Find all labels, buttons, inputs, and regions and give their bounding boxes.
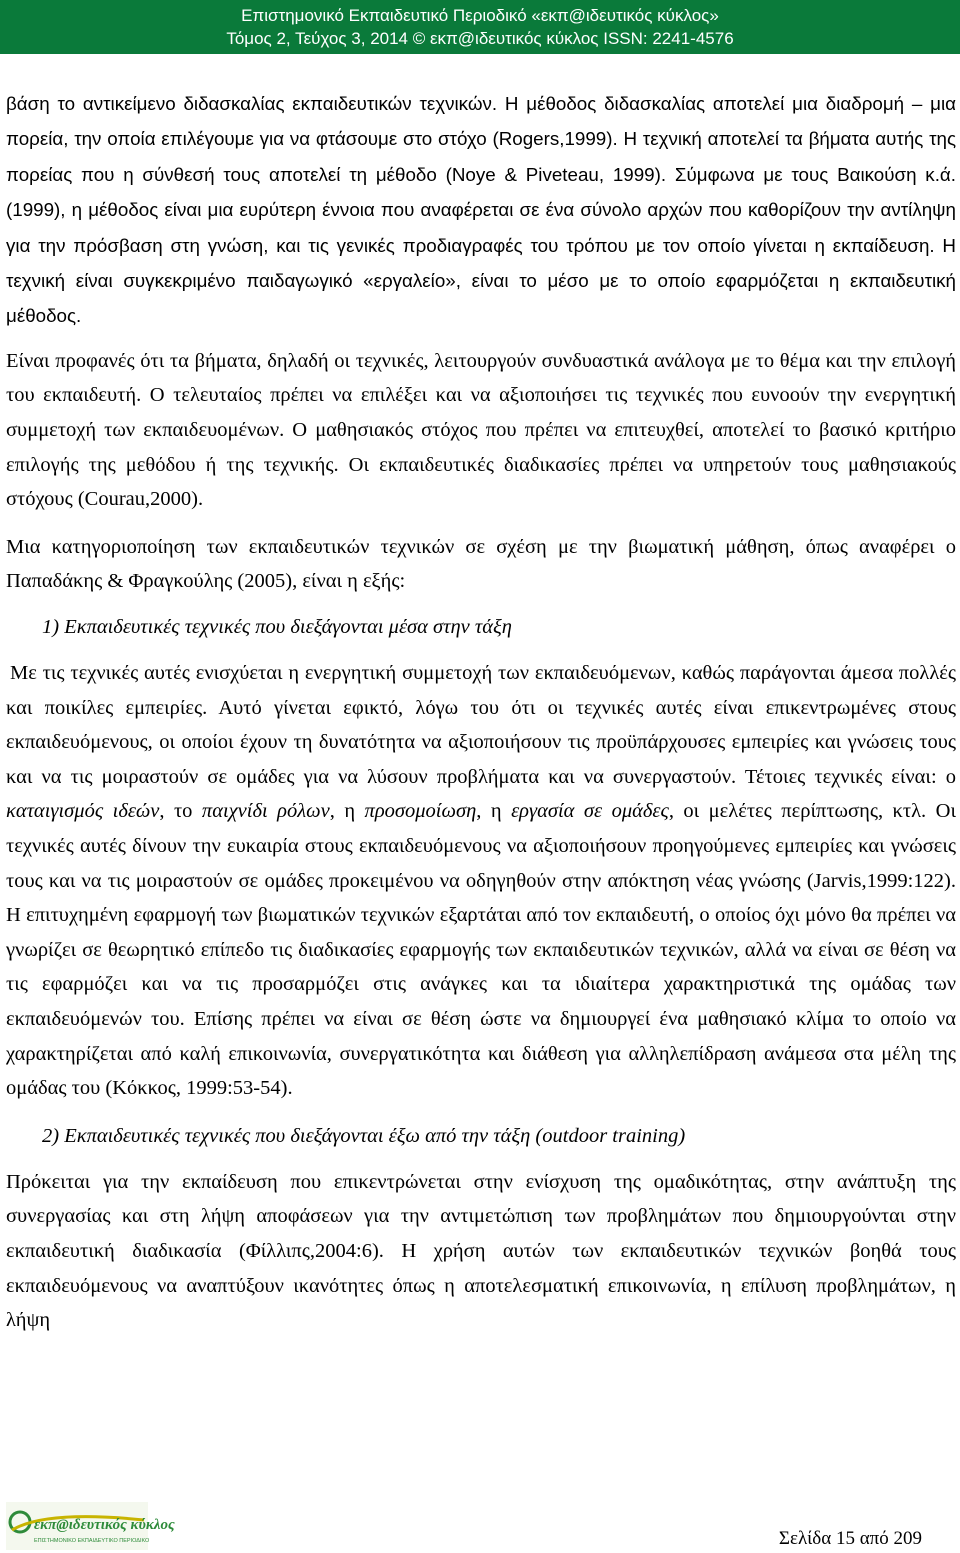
- journal-issue-info: Τόμος 2, Τεύχος 3, 2014 © εκπ@ιδευτικός κύκλος ISSN: 2241-4576: [226, 29, 734, 48]
- paragraph-4-text-4: , η: [476, 800, 512, 823]
- paragraph-4-text-5: , οι μελέτες περίπτωσης, κτλ. Οι τεχνικές αυτές δίνουν την ευκαιρία στους εκπαιδευόμενους να αξιοποιήσουν προηγούμενες εμπειρίες και γνώσεις τους και να τις μοιραστούν σε ομάδες προκειμένου να οδηγηθούν στην απόκτηση νέας γνώσης (Jarvis,1999:122). Η επιτυχημένη εφαρμογή των βιωματικών τεχνικών εξαρτάται από τον εκπαιδευτή, ο οποίος όχι μόνο θα πρέπει να γνωρίζει σε θεωρητικό επίπεδο τις διαδικασίες εφαρμογής των εκπαιδευτικών τεχνικών, αλλά να είναι σε θέση να τις εφαρμόζει και να τις προσαρμόζει στις ανάγκες και τα ιδιαίτερα χαρακτηριστικά της ομάδας των εκπαιδευόμενών του. Επίσης πρέπει να είναι σε θέση ώστε να δημιουργεί ένα μαθησιακό κλίμα το οποίο να χαρακτηρίζεται από καλή επικοινωνία, συνεργατικότητα και διάθεση για αλληλεπίδραση ανάμεσα στα μέλη της ομάδας του (Κόκκος, 1999:53-54).: [6, 800, 956, 1100]
- emphasis-brainstorming: καταιγισμός ιδεών: [6, 800, 160, 823]
- journal-logo: [6, 1502, 175, 1550]
- page-content: [6, 86, 956, 1338]
- paragraph-1: βάση το αντικείμενο διδασκαλίας εκπαιδευτικών τεχνικών. Η μέθοδος διδασκαλίας αποτελεί μια διαδρομή – μια πορεία, την οποία επιλέγουμε για να φτάσουμε στο στόχο (Rogers,1999). Η τεχνική αποτελεί τα βήματα αυτής της πορείας που η σύνθεσή τους αποτελεί τη μέθοδο (Noye & Piveteau, 1999). Σύμφωνα με τους Βαικούση κ.ά. (1999), η μέθοδος είναι μια ευρύτερη έννοια που αναφέρεται σε ένα σύνολο αρχών που καθορίζουν την αντίληψη για την πρόσβαση στη γνώση, και τις γενικές προδιαγραφές του τρόπου με τον οποίο γίνεται η εκπαίδευση. Η τεχνική είναι συγκεκριμένο παιδαγωγικό «εργαλείο», είναι το μέσο με το οποίο εφαρμόζεται η εκπαιδευτική μέθοδος.: [6, 93, 956, 327]
- section-heading-2: 2) Εκπαιδευτικές τεχνικές που διεξάγονται έξω από την τάξη (outdoor training): [42, 1124, 686, 1147]
- emphasis-group-work: εργασία σε ομάδες: [511, 800, 669, 823]
- section-heading-1: 1) Εκπαιδευτικές τεχνικές που διεξάγονται μέσα στην τάξη: [42, 616, 512, 638]
- paragraph-2: Είναι προφανές ότι τα βήματα, δηλαδή οι τεχνικές, λειτουργούν συνδυαστικά ανάλογα με το θέμα και την επιλογή του εκπαιδευτή. Ο τελευταίος πρέπει να επιλέξει και να αξιοποιήσει τις τεχνικές που ευνοούν την ενεργητική συμμετοχή των εκπαιδευομένων. Ο μαθησιακός στόχος που πρέπει να επιτευχθεί, αποτελεί το βασικό κριτήριο επιλογής της μεθόδου ή της τεχνικής. Οι εκπαιδευτικές διαδικασίες πρέπει να υπηρετούν τους μαθησιακούς στόχους (Courau,2000).: [6, 349, 956, 511]
- paragraph-5: Πρόκειται για την εκπαίδευση που επικεντρώνεται στην ενίσχυση της ομαδικότητας, στην ανάπτυξη της συνεργασίας και στη λήψη αποφάσεων για την αντιμετώπιση των προβλημάτων που δημιουργούνται στην εκπαιδευτική διαδικασία (Φίλλιπς,2004:6). Η χρήση αυτών των εκπαιδευτικών τεχνικών βοηθά τους εκπαιδευόμενους να αναπτύξουν ικανότητες όπως η αποτελεσματική επικοινωνία, η επίλυση προβλημάτων, η λήψη: [6, 1170, 956, 1332]
- logo-text: εκπ@ιδευτικός κύκλος: [34, 1517, 175, 1533]
- journal-header: [0, 0, 960, 54]
- paragraph-4-text-2: , το: [159, 800, 202, 823]
- logo-subtext: ΕΠΙΣΤΗΜΟΝΙΚΟ ΕΚΠΑΙΔΕΥΤΙΚΟ ΠΕΡΙΟΔΙΚΟ: [34, 1538, 150, 1544]
- paragraph-4: [6, 656, 956, 1106]
- emphasis-role-play: παιχνίδι ρόλων: [201, 800, 330, 823]
- emphasis-simulation: προσομοίωση: [364, 800, 477, 823]
- paragraph-4-text-1: Με τις τεχνικές αυτές ενισχύεται η ενεργητική συμμετοχή των εκπαιδευόμενων, καθώς παράγονται άμεσα πολλές και ποικίλες εμπειρίες. Αυτό γίνεται εφικτό, λόγω του ότι οι τεχνικές αυτές είναι επικεντρωμένες στους εκπαιδευόμενους, οι οποίοι έχουν τη δυνατότητα να αξιοποιήσουν τις προϋπάρχουσες εμπειρίες και γνώσεις τους και να τις μοιραστούν σε ομάδες για να λύσουν προβλήματα και να συνεργαστούν. Τέτοιες τεχνικές είναι: ο: [6, 662, 956, 788]
- paragraph-3: Μια κατηγοριοποίηση των εκπαιδευτικών τεχνικών σε σχέση με την βιωματική μάθηση, όπως αναφέρει ο Παπαδάκης & Φραγκούλης (2005), είναι η εξής:: [6, 535, 956, 593]
- journal-title: Επιστημονικό Εκπαιδευτικό Περιοδικό «εκπ@ιδευτικός κύκλος»: [241, 6, 719, 25]
- paragraph-4-text-3: , η: [329, 800, 365, 823]
- page-number: Σελίδα 15 από 209: [778, 1528, 922, 1549]
